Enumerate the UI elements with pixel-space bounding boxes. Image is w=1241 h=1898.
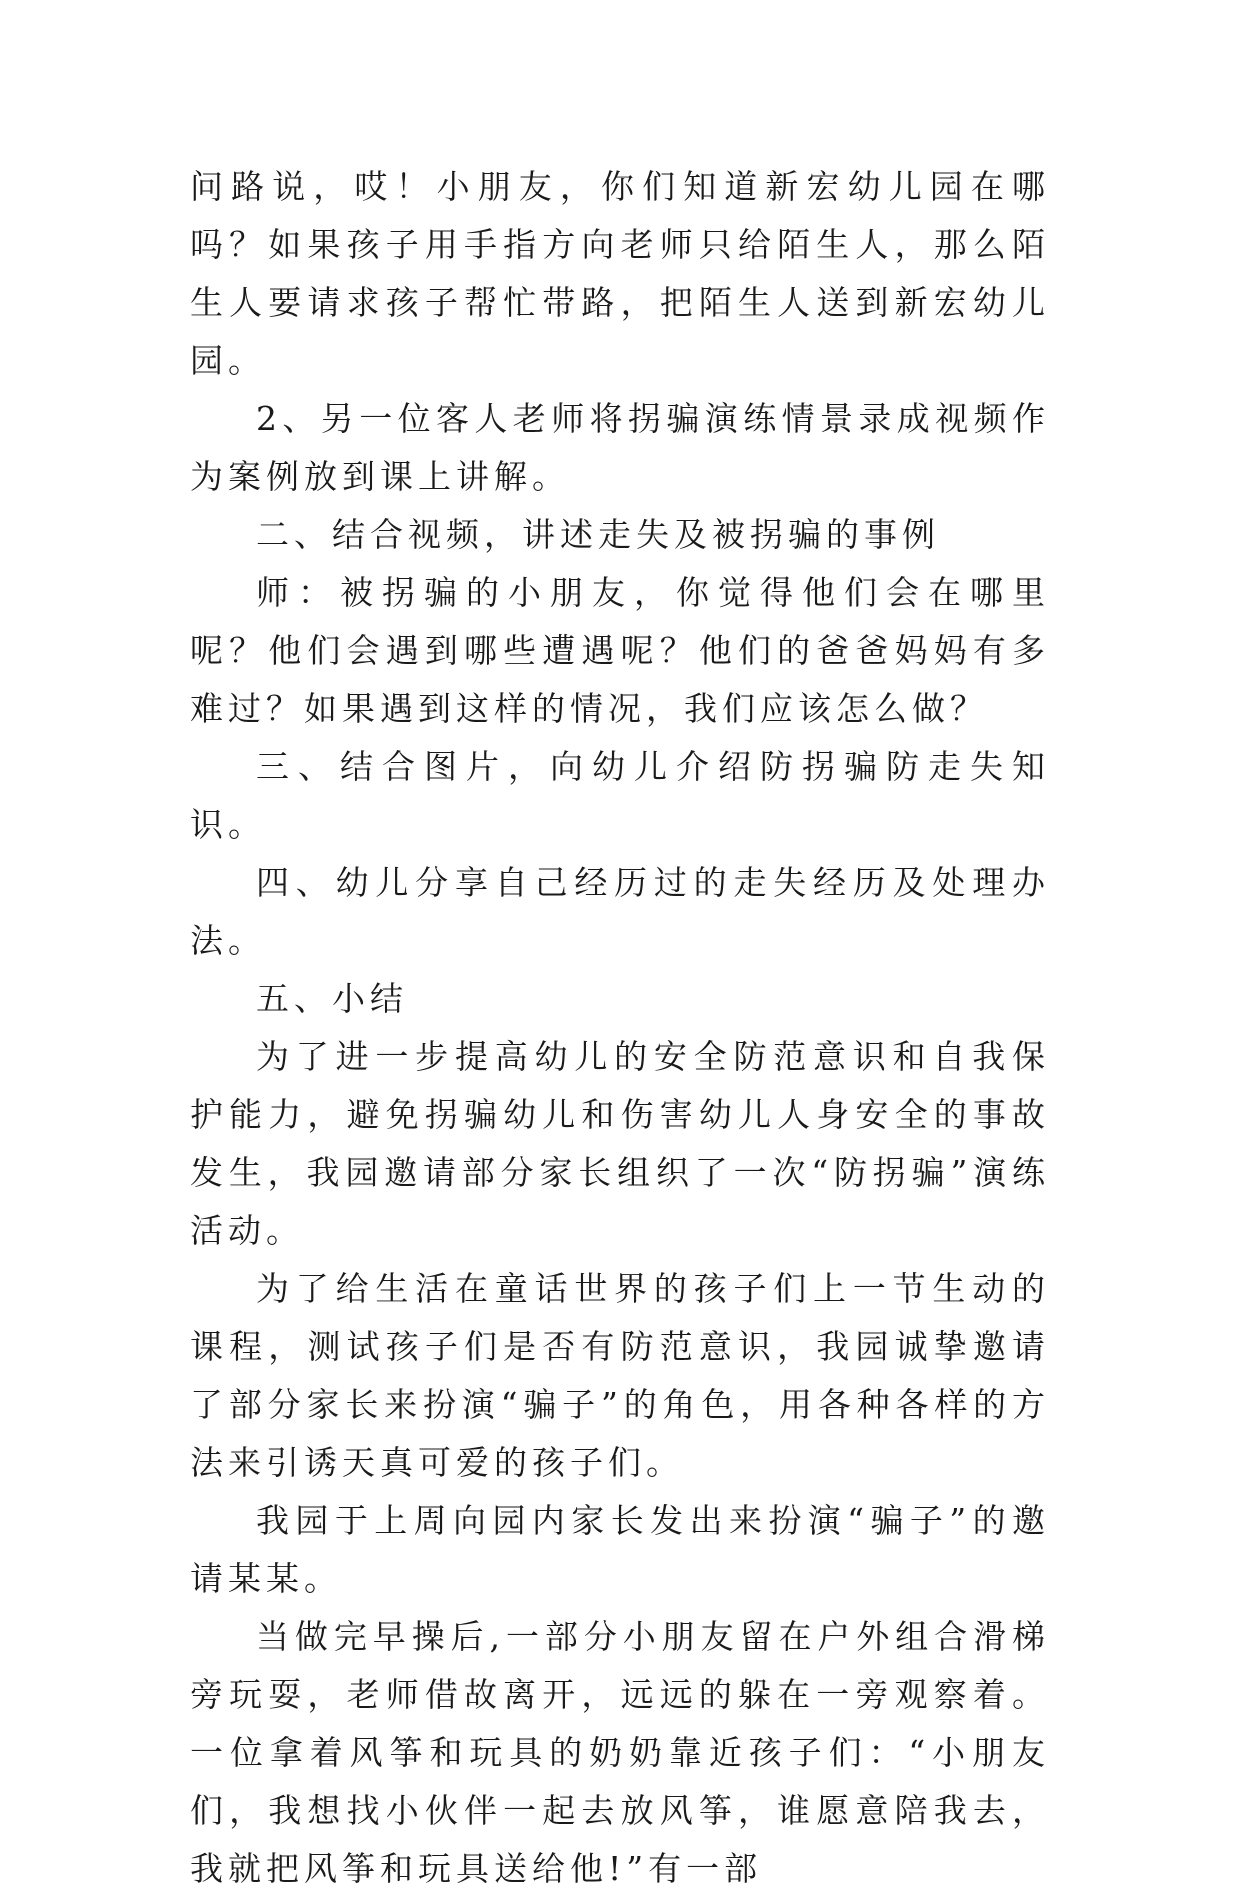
- paragraph: 师：被拐骗的小朋友，你觉得他们会在哪里呢？他们会遇到哪些遭遇呢？他们的爸爸妈妈有多难过？如果遇到这样的情况，我们应该怎么做？: [190, 573, 1050, 728]
- document-body: [190, 158, 1050, 1898]
- section-heading: 三、结合图片，向幼儿介绍防拐骗防走失知识。: [190, 747, 1050, 844]
- paragraph: 当做完早操后,一部分小朋友留在户外组合滑梯旁玩耍，老师借故离开，远远的躲在一旁观察着。一位拿着风筝和玩具的奶奶靠近孩子们：“小朋友们，我想找小伙伴一起去放风筝，谁愿意陪我去，我就把风筝和玩具送给他!”有一部: [190, 1617, 1050, 1888]
- paragraph: 2、另一位客人老师将拐骗演练情景录成视频作为案例放到课上讲解。: [190, 399, 1050, 496]
- paragraph: 为了进一步提高幼儿的安全防范意识和自我保护能力，避免拐骗幼儿和伤害幼儿人身安全的事故发生，我园邀请部分家长组织了一次“防拐骗”演练活动。: [190, 1037, 1050, 1250]
- paragraph: 我园于上周向园内家长发出来扮演“骗子”的邀请某某。: [190, 1501, 1050, 1598]
- section-heading: 五、小结: [256, 979, 408, 1018]
- section-heading: 四、幼儿分享自己经历过的走失经历及处理办法。: [190, 863, 1050, 960]
- section-heading: 二、结合视频，讲述走失及被拐骗的事例: [256, 515, 940, 554]
- paragraph: 问路说，哎！小朋友，你们知道新宏幼儿园在哪吗？如果孩子用手指方向老师只给陌生人，那么陌生人要请求孩子帮忙带路，把陌生人送到新宏幼儿园。: [190, 167, 1050, 380]
- paragraph: 为了给生活在童话世界的孩子们上一节生动的课程，测试孩子们是否有防范意识，我园诚挚邀请了部分家长来扮演“骗子”的角色，用各种各样的方法来引诱天真可爱的孩子们。: [190, 1269, 1050, 1482]
